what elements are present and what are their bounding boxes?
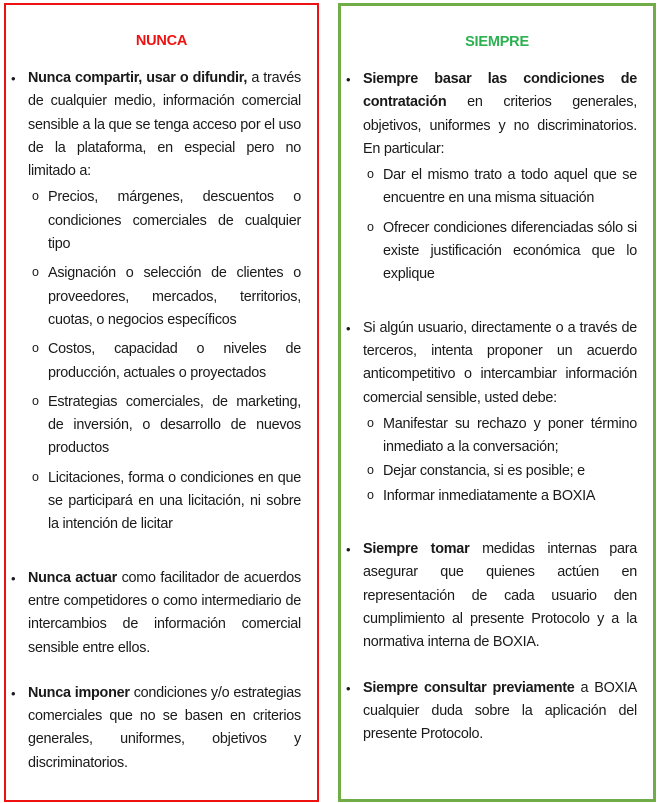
item-text: a BOXIA cualquier duda sobre la aplicación del presente Protocolo. bbox=[363, 679, 637, 743]
item-text: Si algún usuario, directamente o a través de terceros, intenta proponer un acuerdo anticompetitivo o intercambiar información comercial sensible, usted debe: bbox=[363, 319, 637, 406]
siempre-title: SIEMPRE bbox=[465, 34, 529, 50]
siempre-sublist bbox=[363, 164, 637, 286]
nunca-item bbox=[28, 682, 301, 775]
nunca-item bbox=[28, 567, 301, 660]
sub-item: o Costos, capacidad o niveles de producción, actuales o proyectados bbox=[48, 338, 301, 385]
nunca-list bbox=[6, 67, 317, 775]
siempre-item bbox=[363, 538, 637, 654]
sub-item: o Precios, márgenes, descuentos o condiciones comerciales de cualquier tipo bbox=[48, 186, 301, 256]
sub-item: o Estrategias comerciales, de marketing, de inversión, o desarrollo de nuevos productos bbox=[48, 391, 301, 461]
siempre-sublist bbox=[363, 413, 637, 508]
sub-item: o Informar inmediatamente a BOXIA bbox=[383, 485, 637, 508]
item-bold-lead: Nunca actuar bbox=[28, 569, 117, 586]
nunca-item bbox=[28, 67, 301, 537]
item-bold-lead: Siempre basar las condiciones de contratación bbox=[363, 71, 637, 111]
sub-item: o Manifestar su rechazo y poner término inmediato a la conversación; bbox=[383, 413, 637, 460]
sub-item: o Asignación o selección de clientes o proveedores, mercados, territorios, cuotas, o negocios específicos bbox=[48, 262, 301, 332]
item-bold-lead: Siempre consultar previamente bbox=[363, 679, 575, 696]
siempre-column bbox=[338, 3, 656, 802]
sub-item: o Ofrecer condiciones diferenciadas sólo si existe justificación económica que lo explique bbox=[383, 217, 637, 287]
siempre-list bbox=[341, 68, 653, 746]
item-bold-lead: Siempre tomar bbox=[363, 541, 470, 558]
siempre-item bbox=[363, 68, 637, 287]
nunca-sublist bbox=[28, 186, 301, 536]
sub-item: o Dar el mismo trato a todo aquel que se encuentre en una misma situación bbox=[383, 164, 637, 211]
item-bold-lead: Nunca imponer bbox=[28, 684, 130, 701]
nunca-title: NUNCA bbox=[135, 33, 188, 49]
item-text: en criterios generales, objetivos, uniformes y no discriminatorios. En particular: bbox=[363, 94, 637, 157]
item-text: medidas internas para asegurar que quienes actúen en representación de cada usuario den cumplimiento al presente Protocolo y a la normativa interna de BOXIA. bbox=[363, 541, 637, 651]
item-text: a través de cualquier medio, información comercial sensible a la que se tenga acceso por el uso de la plataforma, en especial pero no limitado a: bbox=[28, 70, 302, 180]
nunca-column bbox=[4, 3, 319, 802]
sub-item: o Dejar constancia, si es posible; e bbox=[383, 460, 637, 483]
sub-item: o Licitaciones, forma o condiciones en que se participará en una licitación, ni sobre la intención de licitar bbox=[48, 467, 301, 537]
item-bold-lead: Nunca compartir, usar o difundir, bbox=[28, 70, 248, 86]
siempre-item bbox=[363, 317, 637, 508]
item-text: como facilitador de acuerdos entre competidores o como intermediario de intercambios de información comercial sensible entre ellos. bbox=[28, 569, 302, 656]
siempre-item bbox=[363, 677, 637, 747]
item-text: condiciones y/o estrategias comerciales que no se basen en criterios generales, uniformes, objetivos y discriminatorios. bbox=[28, 684, 301, 771]
